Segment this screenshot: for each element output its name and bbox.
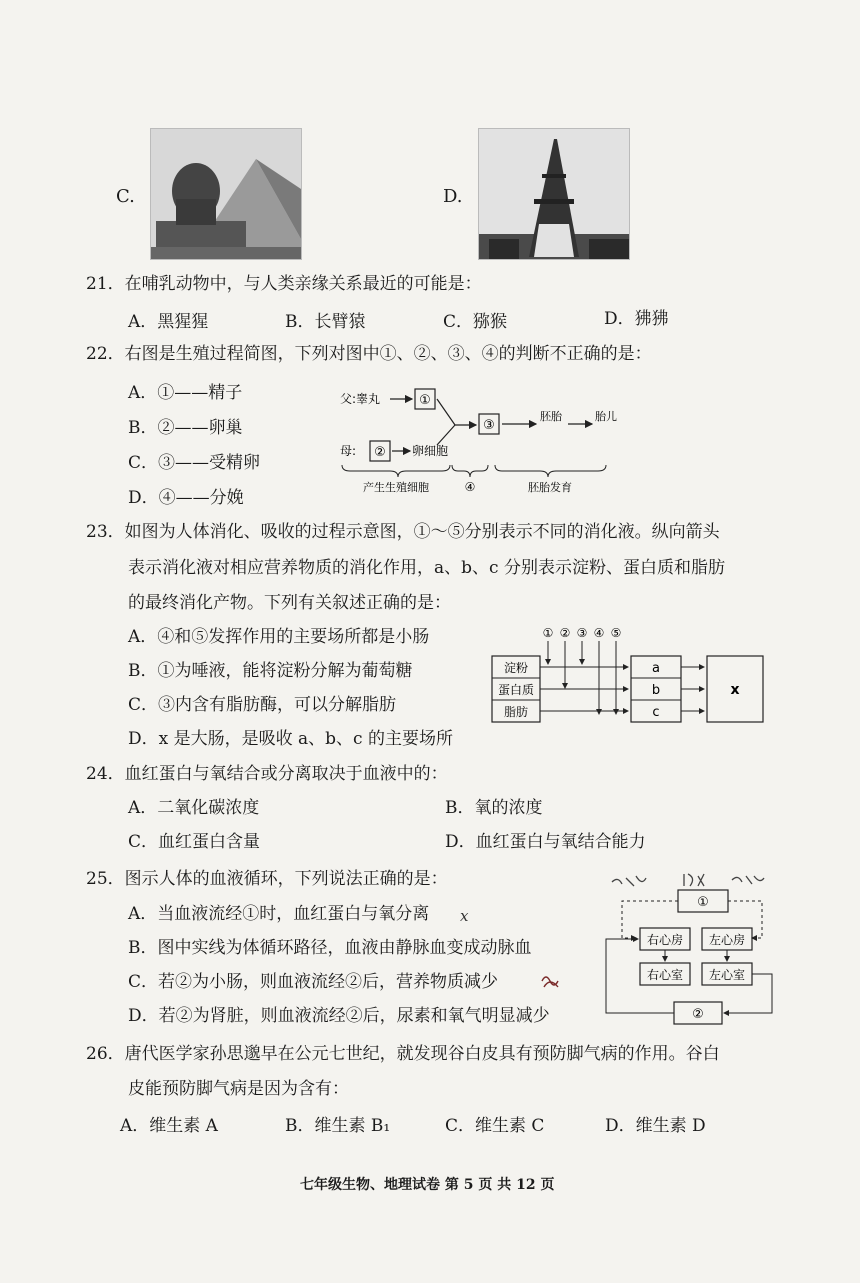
q24-option-a: A．二氧化碳浓度 xyxy=(128,798,260,818)
stage-3-label: 胚胎发育 xyxy=(528,481,572,494)
fetus-label: 胎儿 xyxy=(595,410,617,423)
q25-option-b: B．图中实线为体循环路径，血液由静脉血变成动脉血 xyxy=(128,938,532,958)
q23-stem-line2: 表示消化液对相应营养物质的消化作用，a、b、c 分别表示淀粉、蛋白质和脂肪 xyxy=(128,558,725,578)
q24-option-c: C．血红蛋白含量 xyxy=(128,832,261,852)
box-2: ② xyxy=(374,445,386,460)
box-1: ① xyxy=(419,393,431,408)
circulation-diagram xyxy=(600,868,780,1030)
nutrient-fat: 脂肪 xyxy=(503,705,529,719)
q21-option-a: A．黑猩猩 xyxy=(128,312,209,332)
mother-label: 母: xyxy=(340,444,357,458)
q23-option-d: D．x 是大肠，是吸收 a、b、c 的主要场所 xyxy=(128,729,453,749)
box-3: ③ xyxy=(483,418,495,433)
q23-stem-line1: 23．如图为人体消化、吸收的过程示意图，①～⑤分别表示不同的消化液。纵向箭头 xyxy=(86,522,720,542)
q25-option-c: C．若②为小肠，则血液流经②后，营养物质减少 xyxy=(128,972,499,992)
option-c-label: C. xyxy=(116,186,135,207)
q21-option-b: B．长臂猿 xyxy=(285,312,366,332)
q26-option-b: B．维生素 B₁ xyxy=(285,1116,391,1136)
right-atrium: 右心房 xyxy=(646,933,684,947)
q24-option-d: D．血红蛋白与氧结合能力 xyxy=(445,832,646,852)
q24-stem: 24．血红蛋白与氧结合或分离取决于血液中的： xyxy=(86,764,448,784)
juice-5: ⑤ xyxy=(610,626,622,640)
stage-2-label: ④ xyxy=(464,480,476,494)
q26-option-d: D．维生素 D xyxy=(605,1116,706,1136)
juice-4: ④ xyxy=(593,626,605,640)
eiffel-tower-photo xyxy=(478,128,630,260)
q26-stem-line1: 26．唐代医学家孙思邈早在公元七世纪，就发现谷白皮具有预防脚气病的作用。谷白 xyxy=(86,1044,720,1064)
left-atrium: 左心房 xyxy=(708,933,746,947)
q25-option-a: A．当血液流经①时，血红蛋白与氧分离 xyxy=(128,904,430,924)
q21-option-c: C．猕猴 xyxy=(443,312,508,332)
juice-2: ② xyxy=(559,626,571,640)
father-label: 父:睾丸 xyxy=(340,392,381,406)
q25-stem: 25．图示人体的血液循环，下列说法正确的是： xyxy=(86,869,448,889)
q22-option-c: C．③——受精卵 xyxy=(128,453,261,473)
sphinx-pyramid-photo xyxy=(150,128,302,260)
q22-stem: 22．右图是生殖过程简图，下列对图中①、②、③、④的判断不正确的是： xyxy=(86,344,652,364)
nutrient-starch: 淀粉 xyxy=(503,661,529,675)
q23-option-c: C．③内含有脂肪酶，可以分解脂肪 xyxy=(128,695,397,715)
left-ventricle: 左心室 xyxy=(708,968,746,982)
q26-option-c: C．维生素 C xyxy=(445,1116,545,1136)
embryo-label: 胚胎 xyxy=(540,410,562,423)
q22-option-b: B．②——卵巢 xyxy=(128,418,243,438)
q23-option-a: A．④和⑤发挥作用的主要场所都是小肠 xyxy=(128,627,430,647)
digestion-diagram xyxy=(488,624,778,728)
product-b: b xyxy=(651,683,661,698)
q22-option-d: D．④——分娩 xyxy=(128,488,244,508)
q25-option-d: D．若②为肾脏，则血液流经②后，尿素和氧气明显减少 xyxy=(128,1006,550,1026)
q22-option-a: A．①——精子 xyxy=(128,383,243,403)
q23-stem-line3: 的最终消化产物。下列有关叙述正确的是： xyxy=(128,593,451,613)
reproduction-diagram xyxy=(340,385,630,500)
stage-1-label: 产生生殖细胞 xyxy=(363,481,429,494)
egg-label: 卵细胞 xyxy=(412,444,449,458)
q26-option-a: A．维生素 A xyxy=(120,1116,218,1136)
right-ventricle: 右心室 xyxy=(646,968,684,982)
q26-stem-line2: 皮能预防脚气病是因为含有： xyxy=(128,1079,349,1099)
handwritten-scribble xyxy=(540,971,562,991)
handwritten-x-mark: x xyxy=(460,907,469,925)
option-d-label: D. xyxy=(443,186,463,207)
q21-stem: 21．在哺乳动物中，与人类亲缘关系最近的可能是： xyxy=(86,274,482,294)
q24-option-b: B．氧的浓度 xyxy=(445,798,543,818)
juice-1: ① xyxy=(542,626,554,640)
organ-box-2: ② xyxy=(692,1007,704,1022)
product-a: a xyxy=(652,661,660,676)
q21-option-d: D．狒狒 xyxy=(604,309,669,329)
organ-x: x xyxy=(730,682,740,698)
page-footer: 七年级生物、地理试卷 第 5 页 共 12 页 xyxy=(300,1177,555,1193)
lung-box-1: ① xyxy=(697,895,709,910)
product-c: c xyxy=(652,705,660,720)
nutrient-protein: 蛋白质 xyxy=(497,683,535,697)
q23-option-b: B．①为唾液，能将淀粉分解为葡萄糖 xyxy=(128,661,413,681)
juice-3: ③ xyxy=(576,626,588,640)
